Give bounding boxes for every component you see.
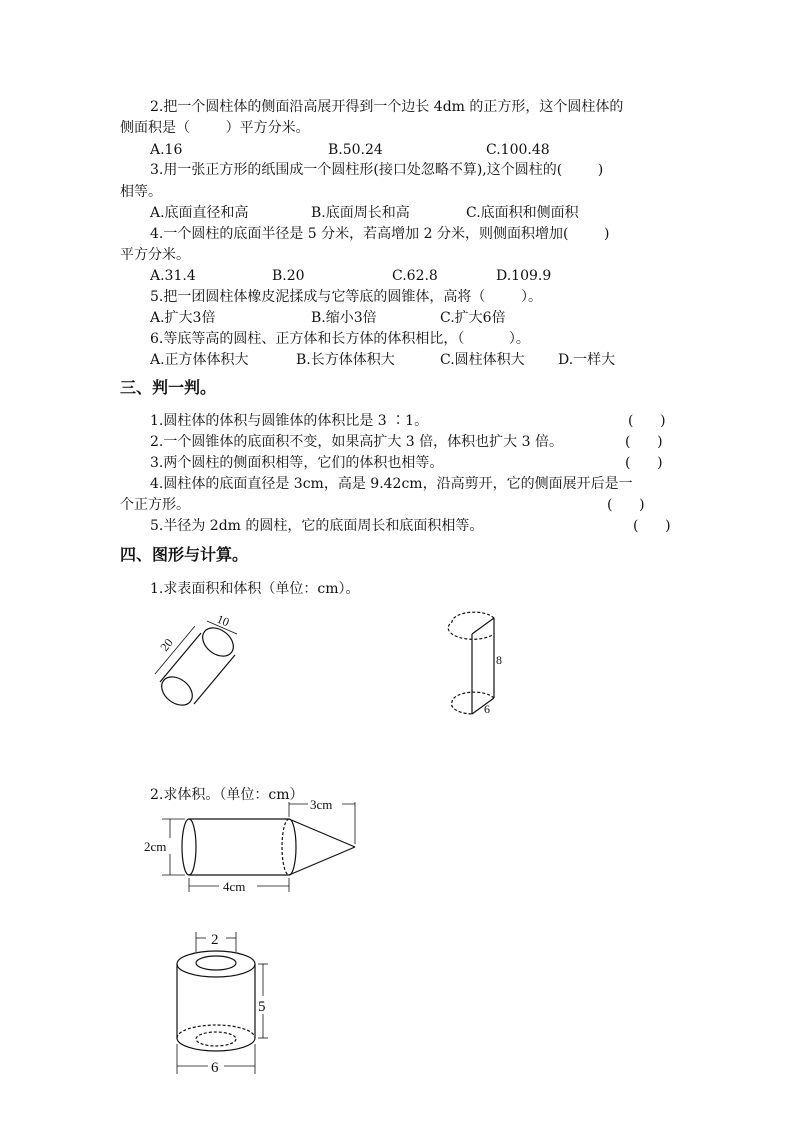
- q4-line2: 平方分米。: [120, 247, 190, 263]
- q2-option-c: C.100.48: [486, 142, 550, 158]
- top-dashed-arc: [448, 612, 494, 639]
- judge-item-4-cont: 个正方形。: [120, 497, 190, 513]
- q4-option-a: A.31.4: [150, 268, 196, 284]
- judge-item-1: 1.圆柱体的体积与圆锥体的体积比是 3 ∶1。: [150, 413, 429, 429]
- vertical-cylinder-figure: [450, 612, 510, 722]
- cylinder-right-face: [289, 819, 296, 875]
- q5-option-b: B.缩小3倍: [311, 310, 377, 326]
- bottom-radius-line: [472, 698, 494, 714]
- q2-option-a: A.16: [150, 142, 183, 158]
- q3-option-a: A.底面直径和高: [150, 205, 249, 221]
- judge-item-2: 2.一个圆锥体的底面积不变，如果高扩大 3 倍，体积也扩大 3 倍。: [150, 434, 563, 450]
- cone-top-edge: [289, 819, 355, 847]
- q3-option-b: B.底面周长和高: [311, 205, 410, 221]
- cylinder-right-face-hidden: [282, 819, 289, 875]
- judge-bracket-1: ( ): [628, 413, 666, 429]
- judge-bracket-2: ( ): [625, 434, 663, 450]
- q3-line1: 3.用一张正方形的纸围成一个圆柱形(接口处忽略不算),这个圆柱的( ): [150, 162, 604, 178]
- diameter-label: 10: [214, 611, 232, 630]
- length-label: 4cm: [223, 879, 246, 894]
- height-label: 5: [258, 999, 266, 1015]
- q5-option-a: A.扩大3倍: [150, 310, 216, 326]
- tilted-cylinder-figure: [150, 612, 250, 712]
- q5-line1: 5.把一团圆柱体橡皮泥揉成与它等底的圆锥体，高将（ ）。: [150, 289, 542, 305]
- cone-height-label: 3cm: [310, 797, 333, 812]
- section3-title: 三、判一判。: [120, 378, 217, 397]
- cylinder-bottom-ellipse: [156, 671, 198, 711]
- judge-item-5: 5.半径为 2dm 的圆柱，它的底面周长和底面积相等。: [150, 518, 484, 534]
- q4-option-d: D.109.9: [496, 268, 552, 284]
- radius-label: 6: [484, 702, 490, 716]
- outer-bottom-front: [177, 1038, 255, 1051]
- outer-top-ellipse: [177, 951, 255, 977]
- q6-option-d: D.一样大: [558, 352, 616, 368]
- cylinder-top-ellipse: [197, 622, 239, 662]
- hollow-cylinder-figure: [160, 926, 280, 1076]
- outer-diameter-label: 6: [211, 1060, 219, 1076]
- section4-q2: 2.求体积。（单位：cm）: [150, 787, 304, 803]
- inner-diameter-label: 2: [211, 932, 219, 948]
- q6-option-a: A.正方体体积大: [150, 352, 249, 368]
- cone-bottom-edge: [289, 847, 355, 875]
- inner-bottom-ellipse: [196, 1032, 236, 1046]
- q6-option-b: B.长方体体积大: [296, 352, 395, 368]
- q2-line1: 2.把一个圆柱体的侧面沿高展开得到一个边长 4dm 的正方形，这个圆柱体的: [150, 99, 624, 115]
- q4-option-b: B.20: [272, 268, 305, 284]
- judge-bracket-5: ( ): [633, 518, 671, 534]
- q5-option-c: C.扩大6倍: [440, 310, 506, 326]
- top-radius-line: [472, 618, 494, 634]
- length-dimension-line: [155, 626, 195, 674]
- judge-item-3: 3.两个圆柱的侧面积相等，它们的体积也相等。: [150, 455, 444, 471]
- judge-bracket-4: ( ): [607, 497, 645, 513]
- diameter-label: 2cm: [144, 839, 167, 854]
- q6-line1: 6.等底等高的圆柱、正方体和长方体的体积相比，（ ）。: [150, 331, 530, 347]
- judge-item-4: 4.圆柱体的底面直径是 3cm，高是 9.42cm，沿高剪开，它的侧面展开后是一: [150, 476, 633, 492]
- q2-option-b: B.50.24: [328, 142, 383, 158]
- q6-option-c: C.圆柱体积大: [440, 352, 525, 368]
- cylinder-right-edge: [194, 655, 235, 704]
- q4-line1: 4.一个圆柱的底面半径是 5 分米，若高增加 2 分米，则侧面积增加( ): [150, 226, 610, 242]
- judge-bracket-3: ( ): [625, 455, 663, 471]
- section4-title: 四、图形与计算。: [120, 545, 249, 564]
- height-label: 8: [496, 653, 502, 667]
- length-label: 20: [157, 635, 176, 654]
- q2-line2: 侧面积是（ ）平方分米。: [120, 120, 310, 136]
- cylinder-cone-figure: [140, 797, 365, 895]
- q3-option-c: C.底面积和侧面积: [466, 205, 579, 221]
- cylinder-left-face: [182, 819, 196, 875]
- q4-option-c: C.62.8: [392, 268, 438, 284]
- q3-line2: 相等。: [120, 184, 162, 200]
- section4-q1: 1.求表面积和体积（单位：cm）。: [150, 581, 360, 597]
- inner-top-ellipse: [196, 956, 236, 970]
